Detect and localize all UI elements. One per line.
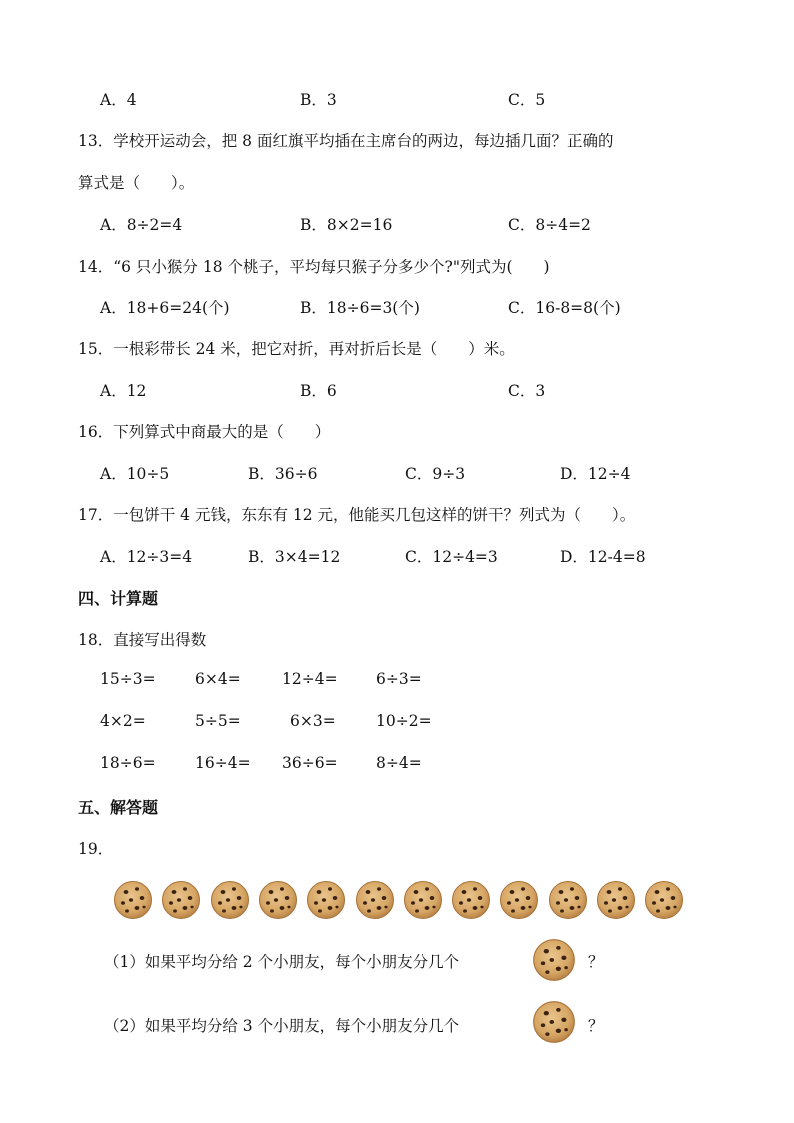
q19-sub1-question: （1）如果平均分给 2 个小朋友，每个小朋友分几个 [104, 953, 460, 971]
cookie-icon [532, 938, 576, 982]
q16-option-c: C．9÷3 [405, 465, 466, 483]
q19-sub2-question: （2）如果平均分给 3 个小朋友，每个小朋友分几个 [104, 1017, 460, 1035]
cookie-icon [258, 880, 298, 920]
q18-expression: 12÷4= [282, 670, 338, 688]
q15-question: 15．一根彩带长 24 米，把它对折，再对折后长是（ ）米。 [78, 340, 515, 358]
q18-expression: 6÷3= [376, 670, 422, 688]
q18-expression: 6×3= [290, 712, 336, 730]
q19-number: 19． [78, 840, 114, 858]
cookie-icon [596, 880, 636, 920]
q18-question: 18．直接写出得数 [78, 631, 207, 649]
cookie-icon [403, 880, 443, 920]
q19-sub1-question-mark: ？ [588, 953, 604, 971]
q18-expression: 15÷3= [100, 670, 156, 688]
cookie-icon [451, 880, 491, 920]
q15-option-b: B．6 [300, 382, 337, 400]
q18-expression: 4×2= [100, 712, 146, 730]
section-heading-calculation: 四、计算题 [78, 589, 159, 608]
cookie-icon [113, 880, 153, 920]
q12-option-c: C．5 [508, 91, 546, 109]
q12-option-b: B．3 [300, 91, 337, 109]
q14-option-b: B．18÷6=3(个) [300, 299, 420, 317]
q18-expression: 10÷2= [376, 712, 432, 730]
cookie-icon [210, 880, 250, 920]
q16-option-a: A．10÷5 [100, 465, 170, 483]
q18-expression: 8÷4= [376, 754, 422, 772]
q17-question: 17．一包饼干 4 元钱，东东有 12 元，他能买几包这样的饼干？列式为（ ）。 [78, 506, 636, 524]
q18-expression: 5÷5= [195, 712, 241, 730]
section-heading-word-problems: 五、解答题 [78, 798, 159, 817]
cookie-icon [499, 880, 539, 920]
q16-option-b: B．36÷6 [248, 465, 318, 483]
q17-option-c: C．12÷4=3 [405, 548, 498, 566]
q16-option-d: D．12÷4 [560, 465, 631, 483]
q17-option-b: B．3×4=12 [248, 548, 341, 566]
q13-option-c: C．8÷4=2 [508, 216, 591, 234]
q18-expression: 16÷4= [195, 754, 251, 772]
q16-question: 16．下列算式中商最大的是（ ） [78, 423, 331, 441]
q18-expression: 36÷6= [282, 754, 338, 772]
cookie-icon [532, 1000, 576, 1044]
q15-option-c: C．3 [508, 382, 546, 400]
q15-option-a: A．12 [100, 382, 147, 400]
cookie-icon [161, 880, 201, 920]
q17-option-a: A．12÷3=4 [100, 548, 193, 566]
cookie-icon [644, 880, 684, 920]
q13-option-b: B．8×2=16 [300, 216, 393, 234]
q12-option-a: A．4 [100, 91, 137, 109]
q14-option-a: A．18+6=24(个) [100, 299, 230, 317]
q14-question: 14．“6 只小猴分 18 个桃子，平均每只猴子分多少个?"列式为( ) [78, 258, 550, 276]
q13-question-line1: 13．学校开运动会，把 8 面红旗平均插在主席台的两边，每边插几面？正确的 [78, 132, 614, 150]
q13-option-a: A．8÷2=4 [100, 216, 183, 234]
q17-option-d: D．12-4=8 [560, 548, 646, 566]
q18-expression: 6×4= [195, 670, 241, 688]
q18-expression: 18÷6= [100, 754, 156, 772]
q13-question-line2: 算式是（ ）。 [78, 174, 195, 192]
cookie-icon [306, 880, 346, 920]
cookie-icon [355, 880, 395, 920]
q14-option-c: C．16-8=8(个) [508, 299, 621, 317]
q19-sub2-question-mark: ？ [588, 1017, 604, 1035]
cookie-icon [548, 880, 588, 920]
